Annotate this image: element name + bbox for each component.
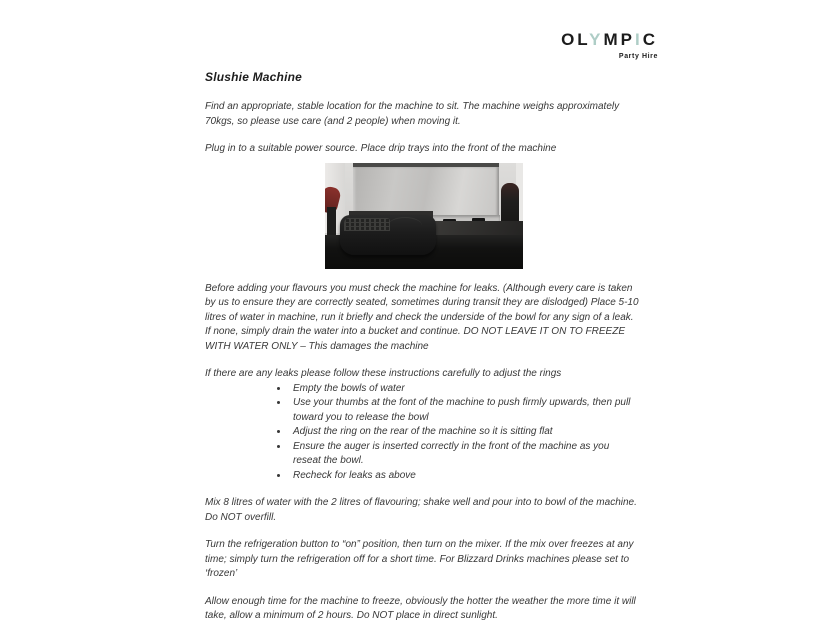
- olympic-logo: [561, 30, 658, 60]
- logo-letter: I: [634, 30, 643, 49]
- drip-tray-curve: [388, 217, 422, 234]
- leak-instructions-list: [205, 382, 639, 484]
- logo-tagline: Party Hire: [618, 53, 658, 60]
- logo-letter: C: [642, 30, 658, 49]
- document-content: [205, 66, 639, 624]
- paragraph-leak-check: Before adding your flavours you must check the machine for leaks. (Although every care is taken by us to ensure they are correctly seated, sometimes during transit they are dislodged) Place 5-10 litres of water in machine, run it briefly and check the underside of the bowl for any sign of a leak. If none, simply drain the water into a bucket and continue. DO NOT LEAVE IT ON TO FREEZE WITH WATER ONLY – This damages the machine: [205, 282, 639, 352]
- paragraph-refrigeration: Turn the refrigeration button to “on” position, then turn on the mixer. If the mix over freezes at any time; simply turn the refrigeration off for a short time. For Blizzard Drinks machines please set to ‘frozen’: [205, 539, 634, 579]
- list-item: • Adjust the ring on the rear of the machine so it is sitting flat: [289, 425, 639, 440]
- paragraph-location: Find an appropriate, stable location for the machine to sit. The machine weighs approximately 70kgs, so please use care (and 2 people) when moving it.: [205, 101, 620, 127]
- drip-tray-grate: [344, 218, 390, 231]
- logo-letter: M: [603, 30, 621, 49]
- logo-wordmark: [561, 30, 658, 50]
- list-item: • Ensure the auger is inserted correctly in the front of the machine as you reseat the bowl.: [289, 440, 639, 469]
- page-title: Slushie Machine: [205, 70, 303, 84]
- logo-letter: L: [577, 30, 590, 49]
- leak-instructions-intro: If there are any leaks please follow these instructions carefully to adjust the rings: [205, 368, 562, 379]
- paragraph-freeze-time: Allow enough time for the machine to freeze, obviously the hotter the weather the more time it will take, allow a minimum of 2 hours. Do NOT place in direct sunlight.: [205, 595, 636, 621]
- logo-letter: O: [561, 30, 578, 49]
- list-item: • Empty the bowls of water: [289, 382, 639, 397]
- machine-photo: [325, 163, 523, 269]
- paragraph-power: Plug in to a suitable power source. Place drip trays into the front of the machine: [205, 143, 557, 154]
- trolley-handle-left-post: [327, 207, 336, 235]
- list-item: • Use your thumbs at the font of the machine to push firmly upwards, then pull toward you to release the bowl: [289, 396, 639, 425]
- logo-letter: P: [620, 30, 635, 49]
- list-item: • Recheck for leaks as above: [289, 469, 639, 484]
- logo-letter: Y: [589, 30, 604, 49]
- paragraph-mix: Mix 8 litres of water with the 2 litres of flavouring; shake well and pour into to bowl of the machine. Do NOT overfill.: [205, 497, 637, 523]
- drip-tray: [340, 215, 436, 255]
